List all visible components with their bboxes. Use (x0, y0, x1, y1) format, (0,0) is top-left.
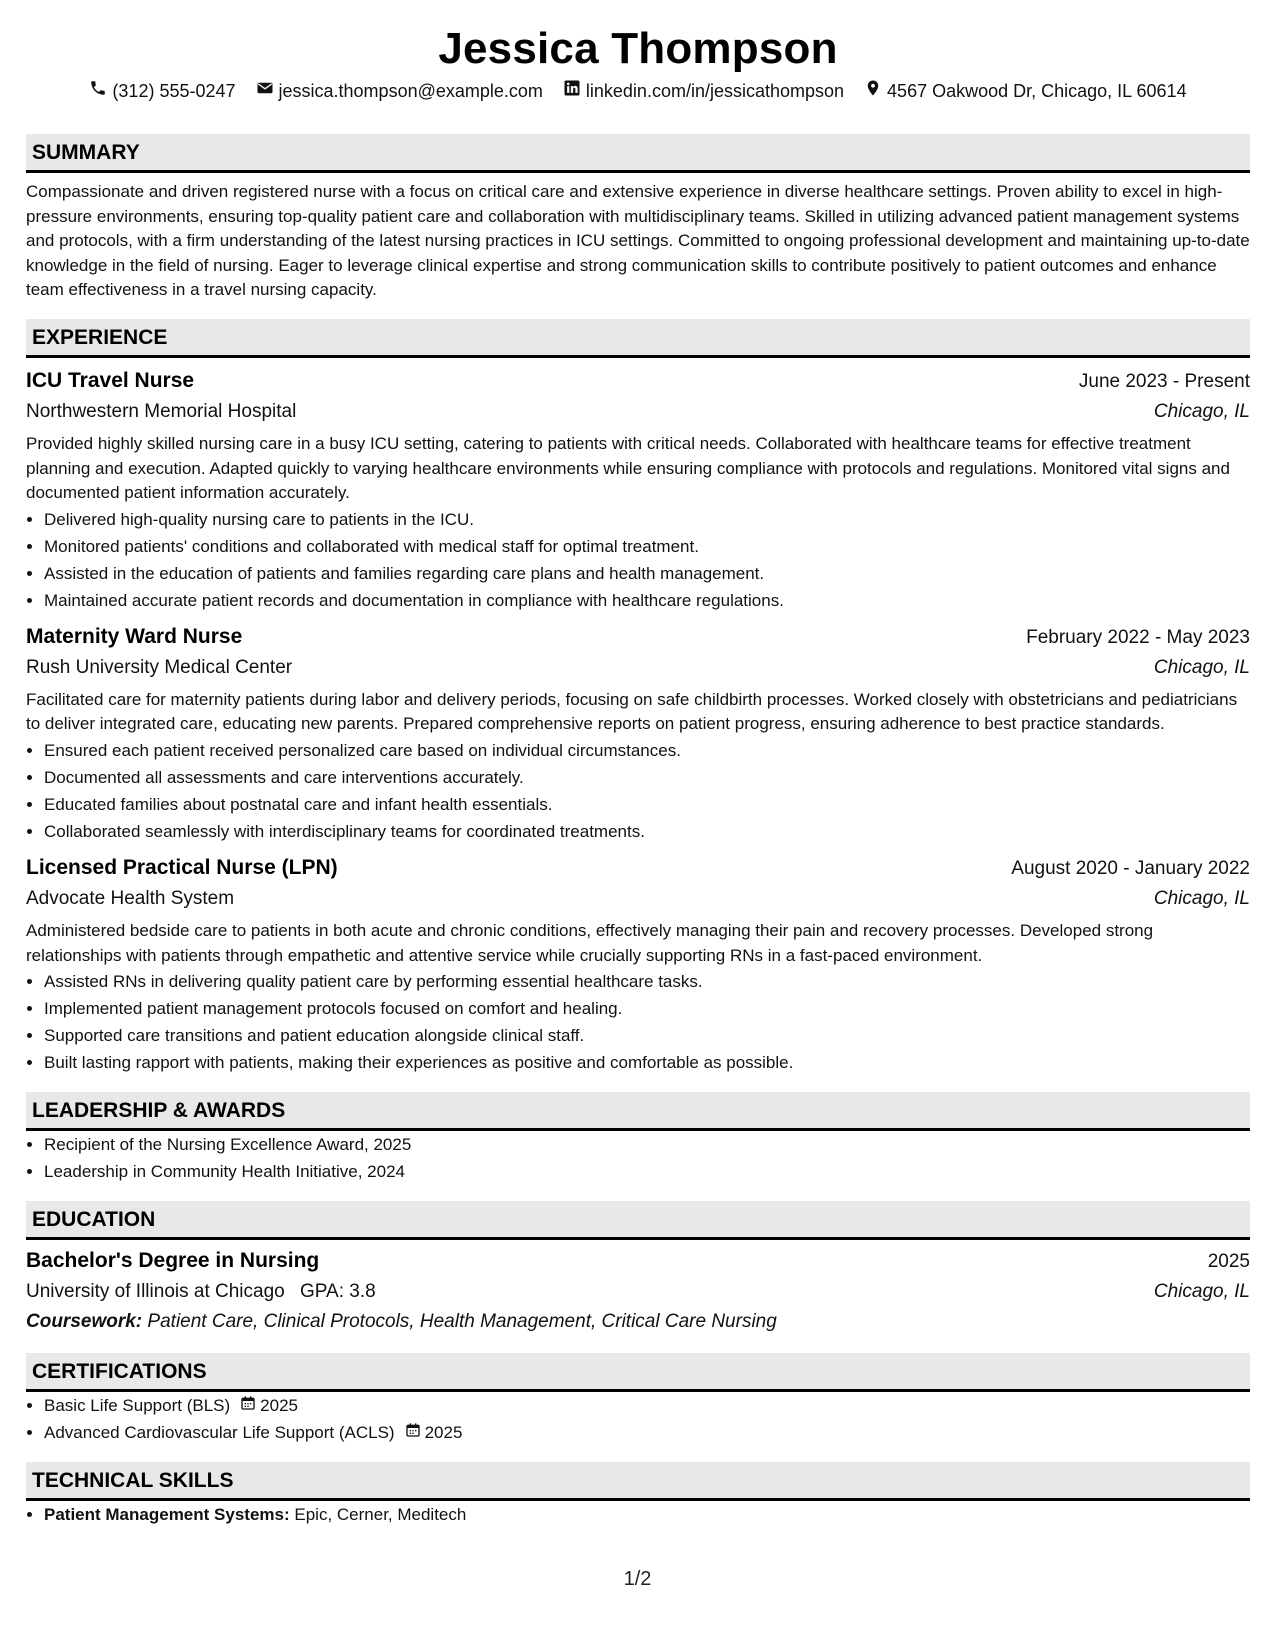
degree-year: 2025 (1207, 1251, 1250, 1273)
candidate-name: Jessica Thompson (438, 24, 838, 73)
experience-item (26, 853, 1250, 1076)
resume-page (26, 0, 1250, 1528)
award-item: • Leadership in Community Health Initiative, 2024 (44, 1158, 1250, 1185)
job-bullet: • Educated families about postnatal care and infant health essentials. (44, 791, 1250, 818)
page-number: 1/2 (623, 1568, 652, 1590)
school-name: University of Illinois at Chicago (26, 1281, 285, 1303)
certifications-list (26, 1392, 1250, 1446)
address-text: 4567 Oakwood Dr, Chicago, IL 60614 (887, 81, 1187, 101)
job-bullets (26, 737, 1250, 845)
job-location: Chicago, IL (1153, 887, 1250, 909)
job-location: Chicago, IL (1153, 400, 1250, 422)
envelope-icon (256, 78, 274, 104)
section-header-experience: EXPERIENCE (26, 319, 1250, 358)
certification-name: • Advanced Cardiovascular Life Support (ACLS) (44, 1423, 395, 1443)
certification-year: 2025 (424, 1423, 463, 1443)
education-item (26, 1246, 1250, 1337)
calendar-icon (240, 1392, 256, 1419)
certification-year: 2025 (260, 1396, 298, 1416)
coursework (26, 1307, 1250, 1337)
job-organization: Advocate Health System (26, 887, 235, 909)
school-line (26, 1277, 376, 1307)
job-description: Facilitated care for maternity patients during labor and delivery periods, focusing on safe childbirth processes. Worked closely with obstetricians and pediatricians to deliver integrated care, educating new parents. Prepared comprehensive reports on patient progress, ensuring adherence to best practice standards. (26, 689, 1238, 734)
job-bullet: • Implemented patient management protocols focused on comfort and healing. (44, 995, 1250, 1022)
job-bullet: • Supported care transitions and patient education alongside clinical staff. (44, 1022, 1250, 1049)
job-bullet: • Delivered high-quality nursing care to patients in the ICU. (44, 506, 1250, 533)
job-bullet: • Assisted RNs in delivering quality patient care by performing essential healthcare tasks. (44, 968, 1250, 995)
job-title: Licensed Practical Nurse (LPN) (26, 855, 338, 879)
phone-text: (312) 555-0247 (112, 81, 236, 101)
certification-item (44, 1419, 1250, 1446)
job-bullet: • Built lasting rapport with patients, making their experiences as positive and comfortable as possible. (44, 1049, 1250, 1076)
email-link[interactable]: jessica.thompson@example.com (278, 81, 543, 101)
skill-value: Epic, Cerner, Meditech (294, 1505, 467, 1525)
job-bullet: • Ensured each patient received personalized care based on individual circumstances. (44, 737, 1250, 764)
linkedin-icon (563, 78, 581, 104)
skills-list (26, 1501, 1250, 1528)
section-header-summary: SUMMARY (26, 134, 1250, 173)
degree-title: Bachelor's Degree in Nursing (26, 1249, 320, 1273)
job-title: ICU Travel Nurse (26, 368, 195, 392)
awards-list (26, 1131, 1250, 1185)
contact-linkedin[interactable] (563, 78, 844, 104)
job-organization: Rush University Medical Center (26, 656, 293, 678)
map-marker-icon (864, 78, 882, 104)
job-dates: August 2020 - January 2022 (1011, 857, 1250, 879)
job-organization: Northwestern Memorial Hospital (26, 400, 297, 422)
linkedin-link[interactable]: linkedin.com/in/jessicathompson (585, 81, 845, 101)
job-bullets (26, 506, 1250, 614)
job-description: Provided highly skilled nursing care in a busy ICU setting, catering to patients with critical needs. Collaborated with healthcare teams for effective treatment planning and execution. Adapted quickly to varying healthcare environments while ensuring compliance with protocols and regulations. Monitored vital signs and documented patient information accurately. (26, 433, 1230, 503)
experience-item (26, 366, 1250, 614)
coursework-label: Coursework: (26, 1311, 143, 1333)
calendar-icon (405, 1419, 421, 1446)
experience-item (26, 622, 1250, 845)
job-description: Administered bedside care to patients in both acute and chronic conditions, effectively managing their pain and recovery processes. Developed strong relationships with patients through empathetic and attentive service while crucially supporting RNs in a fast-paced environment. (26, 920, 1154, 965)
contact-bar (26, 78, 1250, 104)
certification-item (44, 1392, 1250, 1419)
job-bullet: • Documented all assessments and care interventions accurately. (44, 764, 1250, 791)
award-item: • Recipient of the Nursing Excellence Award, 2025 (44, 1131, 1250, 1158)
section-header-awards: LEADERSHIP & AWARDS (26, 1092, 1250, 1131)
certification-name: • Basic Life Support (BLS) (44, 1396, 231, 1416)
job-location: Chicago, IL (1153, 656, 1250, 678)
contact-address (864, 78, 1187, 104)
job-bullet: • Monitored patients' conditions and collaborated with medical staff for optimal treatment. (44, 533, 1250, 560)
section-header-certifications: CERTIFICATIONS (26, 1353, 1250, 1392)
job-bullets (26, 968, 1250, 1076)
job-dates: February 2022 - May 2023 (1026, 626, 1250, 648)
job-bullet: • Maintained accurate patient records and documentation in compliance with healthcare regulations. (44, 587, 1250, 614)
contact-email[interactable] (256, 78, 543, 104)
school-location: Chicago, IL (1153, 1281, 1250, 1303)
job-dates: June 2023 - Present (1078, 370, 1250, 392)
skill-item (44, 1501, 1250, 1528)
job-title: Maternity Ward Nurse (26, 624, 243, 648)
contact-phone (89, 78, 235, 104)
section-header-education: EDUCATION (26, 1201, 1250, 1240)
gpa: GPA: 3.8 (300, 1281, 376, 1303)
job-bullet: • Collaborated seamlessly with interdisciplinary teams for coordinated treatments. (44, 818, 1250, 845)
job-bullet: • Assisted in the education of patients and families regarding care plans and health management. (44, 560, 1250, 587)
summary-text: Compassionate and driven registered nurse with a focus on critical care and extensive experience in diverse healthcare settings. Proven ability to excel in high-pressure environments, ensuring top-quality patient care and collaboration with multidisciplinary teams. Skilled in utilizing advanced patient management systems and protocols, with a firm understanding of the latest nursing practices in ICU settings. Committed to ongoing professional development and maintaining up-to-date knowledge in the field of nursing. Eager to leverage clinical expertise and strong communication skills to contribute positively to patient outcomes and enhance team effectiveness in a travel nursing capacity. (26, 182, 1250, 300)
phone-icon (89, 78, 107, 104)
section-header-skills: TECHNICAL SKILLS (26, 1462, 1250, 1501)
skill-label: Patient Management Systems: (44, 1505, 290, 1525)
coursework-text: Patient Care, Clinical Protocols, Health Management, Critical Care Nursing (147, 1311, 777, 1333)
